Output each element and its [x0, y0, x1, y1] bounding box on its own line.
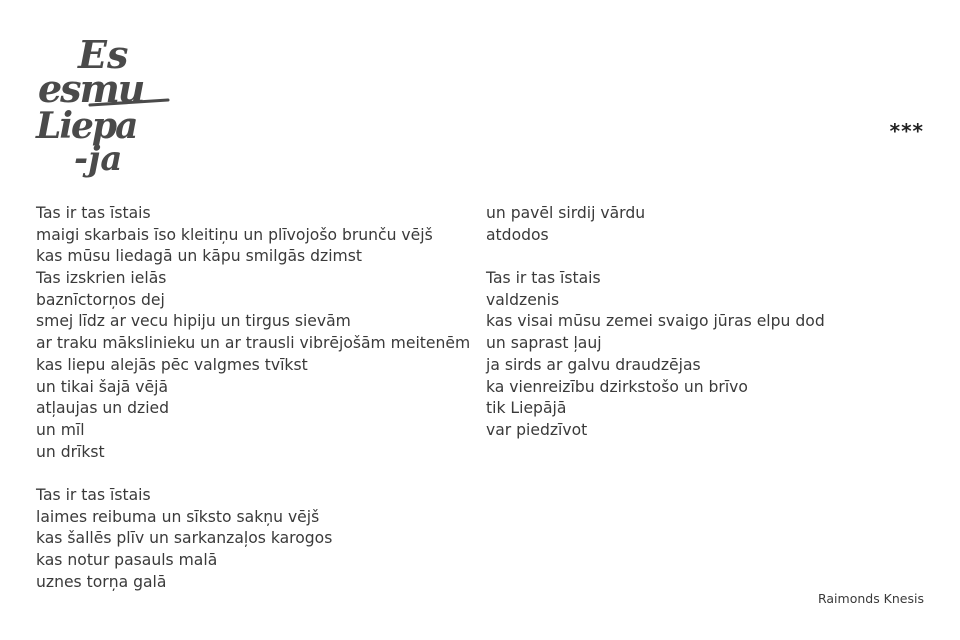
poem-stanza: [486, 268, 825, 442]
poem-line: atdodos: [486, 225, 549, 244]
poem-line: laimes reibuma un sīksto sakņu vējš: [36, 507, 320, 526]
poem-column-right: [486, 203, 825, 442]
poem-line: Tas ir tas īstais: [486, 269, 601, 288]
poem-line: valdzenis: [486, 290, 560, 309]
poem-line: maigi skarbais īso kleitiņu un plīvojošo brunču vējš: [36, 225, 433, 244]
poem-line: tik Liepājā: [486, 399, 567, 418]
poem-line: kas mūsu liedagā un kāpu smilgās dzimst: [36, 247, 362, 266]
poem-line: kas šallēs plīv un sarkanzaļos karogos: [36, 529, 333, 548]
poem-line: un saprast ļauj: [486, 334, 602, 353]
poem-line: kas liepu alejās pēc valgmes tvīkst: [36, 355, 308, 374]
logo-word-esmu: esmu: [38, 66, 144, 111]
poem-line: Tas izskrien ielās: [36, 269, 167, 288]
poem-line: kas notur pasauls malā: [36, 551, 218, 569]
poem-line: kas visai mūsu zemei svaigo jūras elpu dod: [486, 312, 825, 331]
logo-word-es: Es: [78, 34, 129, 77]
poem-line: Tas ir tas īstais: [36, 485, 151, 504]
poem-line: var piedzīvot: [486, 420, 588, 439]
poem-stanza: [36, 485, 470, 593]
poem-line: ar traku mākslinieku un ar trausli vibrējošām meitenēm: [36, 334, 471, 353]
poem-line: uznes torņa galā: [36, 572, 167, 591]
poem-line: atļaujas un dzied: [36, 399, 170, 418]
poem-stanza: [36, 203, 470, 463]
poem-line: un pavēl sirdij vārdu: [486, 204, 646, 222]
poem-line: un tikai šajā vējā: [36, 377, 169, 396]
poem-column-left: [36, 203, 470, 593]
poem-stanza: [486, 203, 825, 246]
poem-title-stars: ***: [889, 119, 924, 143]
poem-line: ja sirds ar galvu draudzējas: [486, 355, 701, 374]
poem-line: ka vienreizību dzirkstošo un brīvo: [486, 377, 748, 396]
poem-line: baznīctorņos dej: [36, 290, 165, 309]
poem-line: un drīkst: [36, 442, 105, 461]
logo-graphic: [34, 34, 174, 180]
poem-line: Tas ir tas īstais: [36, 204, 151, 222]
logo-word-ja: -ja: [74, 139, 123, 179]
poem-line: un mīl: [36, 420, 85, 439]
es-esmu-liepaja-logo: [34, 34, 174, 180]
poem-author: Raimonds Knesis: [817, 591, 924, 606]
logo-word-liepa: Liepa: [36, 105, 137, 147]
poem-line: smej līdz ar vecu hipiju un tirgus sievām: [36, 312, 351, 331]
